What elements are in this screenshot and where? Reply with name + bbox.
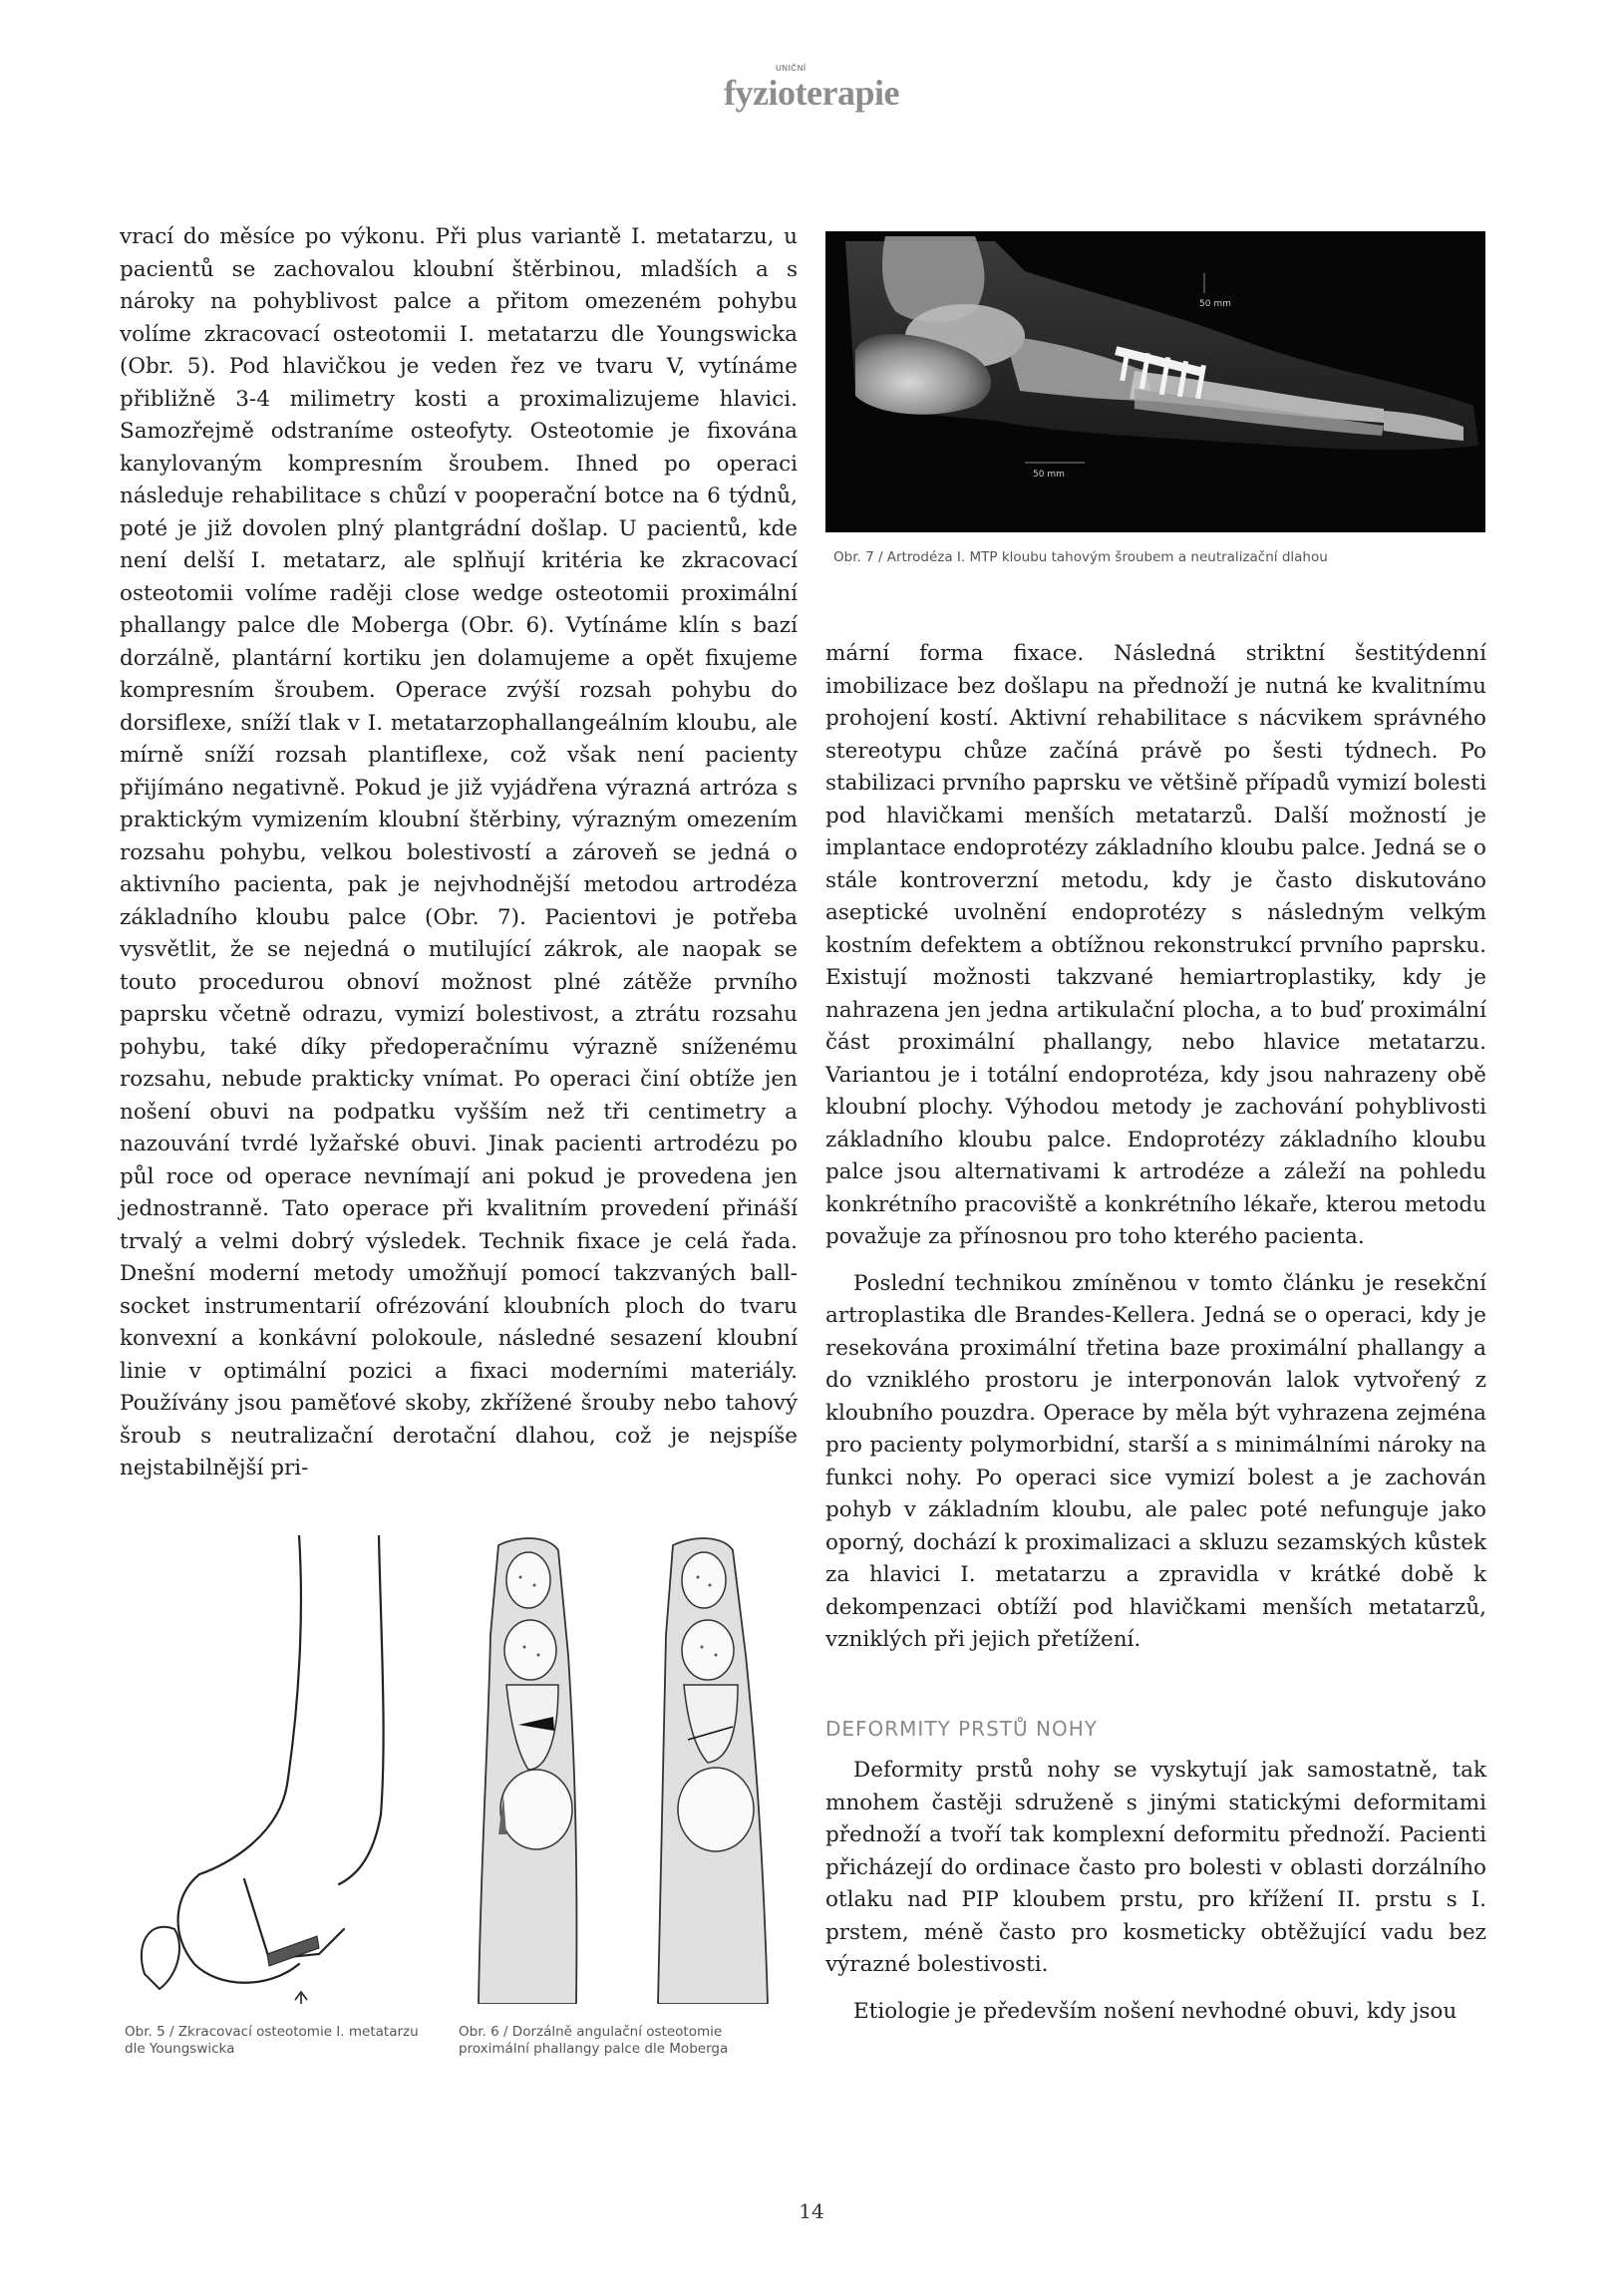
figure-5-caption: Obr. 5 / Zkracovací osteotomie I. metatarzu dle Youngswicka: [125, 2024, 419, 2057]
xray-foot-illustration: [825, 231, 1485, 532]
journal-logo: [724, 64, 899, 114]
right-paragraph-2: Poslední technikou zmíněnou v tomto článku je resekční artroplastika dle Brandes-Kellera. Jedná se o operaci, kdy je resekována proximální třetina baze proximální phallangy a do vzniklého prostoru je interponován lalok vytvořený z kloubního pouzdra. Operace by měla být vyhrazena zejména pro pacienty polymorbidní, starší a s minimálními nároky na funkci nohy. Po operaci sice vymizí bolest a je zachován pohyb v základním kloubu, ale palec poté nefunguje jako oporný, dochází k proximalizaci a skluzu sezamských kůstek za hlavici I. metatarzu a zpravidla v krátké době k dekompenzaci obtíží pod hlavičkami menších metatarzů, vzniklých při jejich přetížení.: [825, 1270, 1486, 1652]
right-paragraph-4: Etiologie je především nošení nevhodné obuvi, kdy jsou: [853, 1998, 1458, 2024]
figure-6-caption: Obr. 6 / Dorzálně angulační osteotomie proximální phallangy palce dle Moberga: [459, 2024, 729, 2057]
figure-7-caption: Obr. 7 / Artrodéza I. MTP kloubu tahovým šroubem a neutralizační dlahou: [833, 549, 1328, 565]
right-paragraph-3: Deformity prstů nohy se vyskytují jak samostatně, tak mnohem častěji sdruženě s jinými statickými deformitami přednoží a tvoří tak komplexní deformitu přednoží. Pacienti přicházejí do ordinace často pro bolesti v oblasti dorzálního otlaku nad PIP kloubem prstu, pro křížení II. prstu s I. prstem, méně často pro kosmeticky obtěžující vadu bez výrazné bolestivosti.: [825, 1758, 1486, 1977]
logo-main-text: fyzioterapie: [724, 73, 899, 113]
left-column: [120, 221, 798, 1485]
left-column-text: vrací do měsíce po výkonu. Při plus variantě I. metatarzu, u pacientů se zachovalou kloubní štěrbinou, mladších a s nároky na pohyblivost palce a přitom omezeném pohybu volíme zkracovací osteotomii I. metatarzu dle Youngswicka (Obr. 5). Pod hlavičkou je veden řez ve tvaru V, vytínáme přibližně 3-4 milimetry kosti a proximalizujeme hlavici. Samozřejmě odstraníme osteofyty. Osteotomie je fixována kanylovaným kompresním šroubem. Ihned po operaci následuje rehabilitace s chůzí v pooperační botce na 6 týdnů, poté je již dovolen plný plantgrádní došlap. U pacientů, kde není delší I. metatarz, ale splňují kritéria ke zkracovací osteotomii volíme raději close wedge osteotomii proximální phallangy palce dle Moberga (Obr. 6). Vytínáme klín s bazí dorzálně, plantární kortiku jen dolamujeme a opět fixujeme kompresním šroubem. Operace zvýší rozsah pohybu do dorsiflexe, sníží tlak v I. metatarzophallangeálním kloubu, ale mírně sníží rozsah plantiflexe, což však není pacienty přijímáno negativně. Pokud je již vyjádřena výrazná artróza s praktickým vymizením kloubní štěrbiny, výrazným omezením rozsahu pohybu, velkou bolestivostí a zároveň se jedná o aktivního pacienta, pak je nejvhodnější metodou artrodéza základního kloubu palce (Obr. 7). Pacientovi je potřeba vysvětlit, že se nejedná o mutilující zákrok, ale naopak se touto procedurou obnoví možnost plné zátěže prvního paprsku včetně odrazu, vymizí bolestivost, a ztrátu rozsahu pohybu, také díky předoperačnímu výrazně sníženému rozsahu, nebude prakticky vnímat. Po operaci činí obtíže jen nošení obuvi na podpatku vyšším než tři centimetry a nazouvání tvrdé lyžařské obuvi. Jinak pacienti artrodézu po půl roce od operace nevnímají ani pokud je provedena jen jednostranně. Tato operace při kvalitním provedení přináší trvalý a velmi dobrý výsledek. Technik fixace je celá řada. Dnešní moderní metody umožňují pomocí takzvaných ball-socket instrumentarií ofrézování kloubních ploch do tvaru konvexní a konkávní polokoule, následné sesazení kloubní linie v optimální pozici a fixaci moderními materiály. Používány jsou paměťové skoby, zkřížené šrouby nebo tahový šroub s neutralizační derotační dlahou, což je nejspíše nejstabilnější pri-: [120, 224, 798, 1480]
figure-6-drawing: [459, 1535, 788, 2004]
page-number: 14: [799, 2199, 824, 2223]
figure-5-drawing: [120, 1535, 439, 2004]
right-column-lower: [825, 1755, 1486, 2028]
logo-small-text: UNIČNÍ: [776, 64, 807, 73]
section-heading: DEFORMITY PRSTŮ NOHY: [825, 1717, 1098, 1741]
right-paragraph-1: mární forma fixace. Následná striktní šestitýdenní imobilizace bez došlapu na přednoží je nutná ke kvalitnímu prohojení kostí. Aktivní rehabilitace s nácvikem správného stereotypu chůze začíná právě po šesti týdnech. Po stabilizaci prvního paprsku ve většině případů vymizí bolesti pod hlavičkami menších metatarzů. Další možností je implantace endoprotézy základního kloubu palce. Jedná se o stále kontroverzní metodu, kdy je často diskutováno aseptické uvolnění endoprotézy s následným velkým kostním defektem a obtížnou rekonstrukcí prvního paprsku. Existují možnosti takzvané hemiartroplastiky, kdy je nahrazena jen jedna artikulační plocha, a to buď proximální část proximální phallangy, nebo hlavice metatarzu. Variantou je i totální endoprotéza, kdy jsou nahrazeny obě kloubní plochy. Výhodou metody je zachování pohyblivosti základního kloubu palce. Endoprotézy základního kloubu palce jsou alternativami k artrodéze a záleží na pohledu konkrétního pracoviště a konkrétního lékaře, kterou metodu považuje za přínosnou pro toho kterého pacienta.: [825, 641, 1486, 1249]
xray-scale-label-top: 50 mm: [1199, 299, 1231, 309]
journal-header: [0, 64, 1623, 114]
xray-figure-7: [825, 231, 1485, 532]
right-column-upper: [825, 638, 1486, 1657]
moberga-osteotomy-illustration: [459, 1535, 788, 2004]
youngswick-osteotomy-illustration: [120, 1535, 439, 2004]
xray-scale-label-bottom: 50 mm: [1033, 470, 1065, 480]
